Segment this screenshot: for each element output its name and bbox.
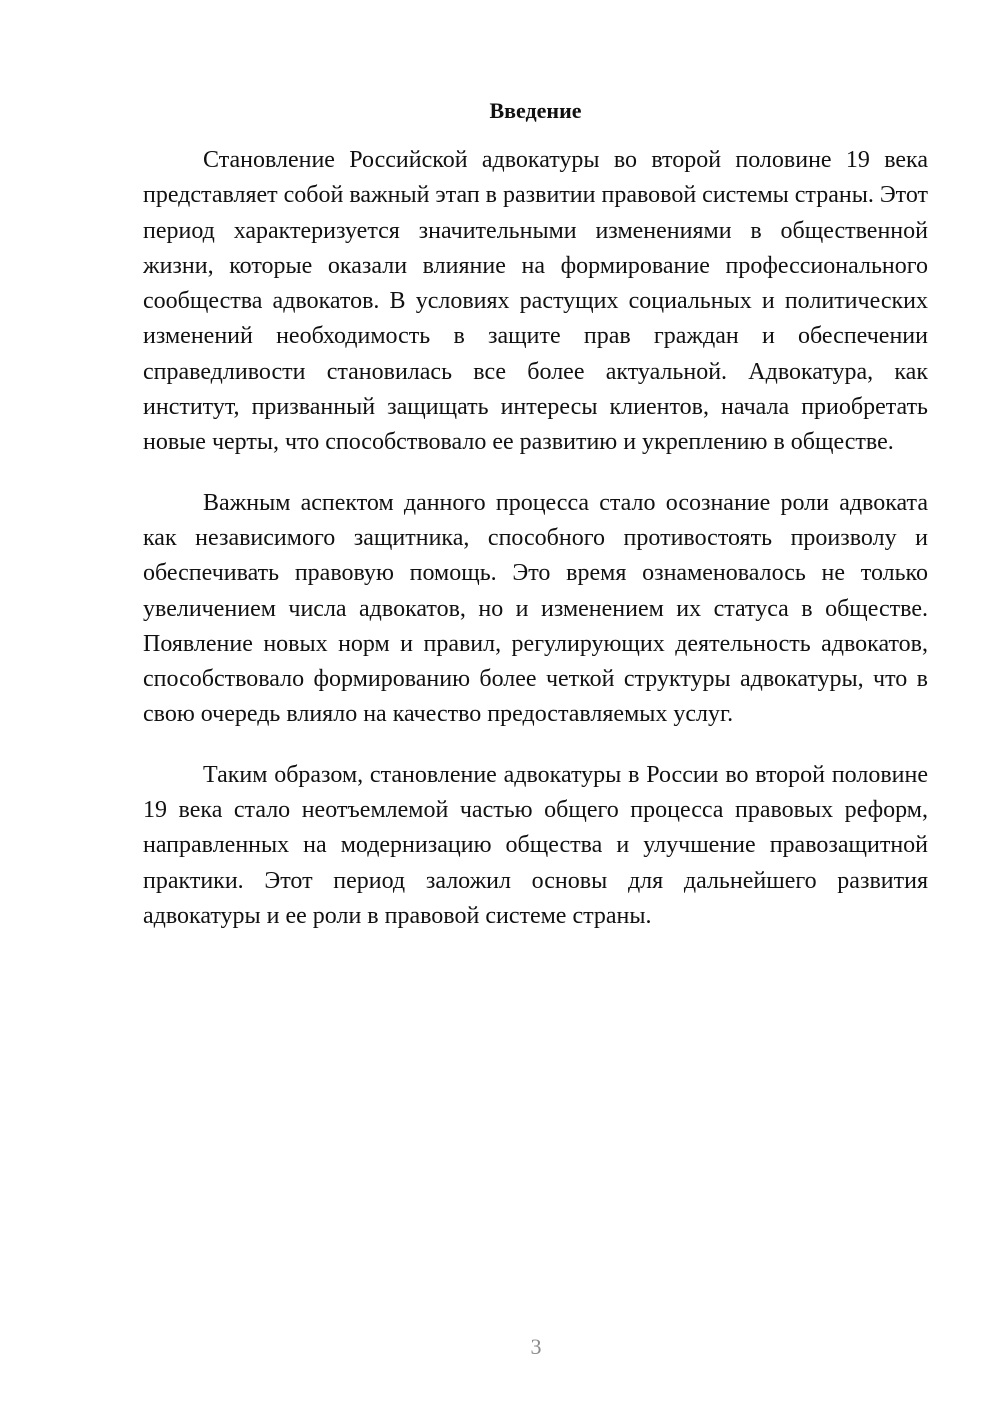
paragraph-1: Становление Российской адвокатуры во второй половине 19 века представляет собой важный этап в развитии правовой системы страны. Этот период характеризуется значительными изменениями в общественной жизни, которые оказали влияние на формирование профессионального сообщества адвокатов. В условиях растущих социальных и политических изменений необходимость в защите прав граждан и обеспечении справедливости становилась все более актуальной. Адвокатура, как институт, призванный защищать интересы клиентов, начала приобретать новые черты, что способствовало ее развитию и укреплению в обществе. (143, 147, 929, 456)
page-number: 3 (530, 1334, 542, 1359)
body-text (143, 143, 928, 934)
paragraph-3: Таким образом, становление адвокатуры в России во второй половине 19 века стало неотъемлемой частью общего процесса правовых реформ, направленных на модернизацию общества и улучшение правозащитной практики. Этот период заложил основы для дальнейшего развития адвокатуры и ее роли в правовой системе страны. (143, 761, 928, 929)
paragraph-2: Важным аспектом данного процесса стало осознание роли адвоката как независимого защитника, способного противостоять произволу и обеспечивать правовую помощь. Это время ознаменовалось не только увеличением числа адвокатов, но и изменением их статуса в обществе. Появление новых норм и правил, регулирующих деятельность адвокатов, способствовало формированию более четкой структуры адвокатуры, что в свою очередь влияло на качество предоставляемых услуг. (143, 489, 928, 728)
section-heading: Введение (489, 98, 582, 123)
